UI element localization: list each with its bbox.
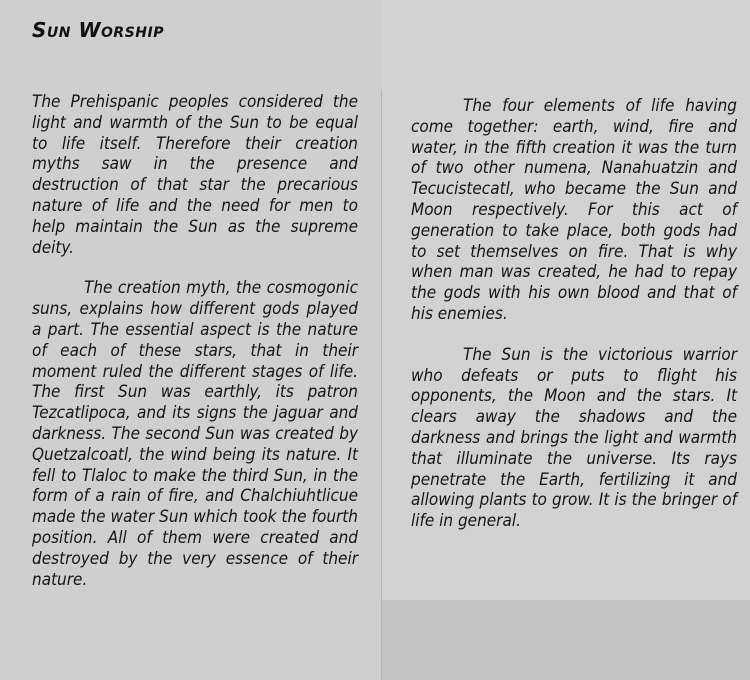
victorious-sun-paragraph: The Sun is the victorious warrior who defeats or puts to flight his opponents, the Moon and the stars. It clears away the shadows and the darkness and brings the light and warmth that illuminate the universe. Its rays penetrate the Earth, fertilizing it and allowing plants to grow. It is the bringer of life in general. [411, 344, 737, 532]
right-text-column [411, 96, 737, 532]
creation-myth-paragraph: The creation myth, the cosmogonic suns, explains how different gods played a part. The essential aspect is the nature of each of these stars, that in their moment ruled the different stages of life. The first Sun was earthly, its patron Tezcatlipoca, and its signs the jaguar and darkness. The second Sun was created by Quetzalcoatl, the wind being its nature. It fell to Tlaloc to make the third Sun, in the form of a rain of fire, and Chalchiuhtlicue made the water Sun which took the fourth position. All of them were created and destroyed by the very essence of their nature. [32, 278, 358, 590]
right-page-bottom-band [382, 600, 750, 680]
page-fold-divider [381, 90, 382, 680]
page-title: Sun Worship [32, 18, 164, 42]
fifth-creation-paragraph: The four elements of life having come together: earth, wind, fire and water, in the fifth creation it was the turn of two other numena, Nanahuatzin and Tecucistecatl, who became the Sun and Moon respectively. For this act of generation to take place, both gods had to set themselves on fire. That is why when man was created, he had to repay the gods with his own blood and that of his enemies. [411, 96, 737, 324]
left-text-column [32, 92, 358, 590]
intro-paragraph: The Prehispanic peoples considered the light and warmth of the Sun to be equal to life itself. Therefore their creation myths saw in the presence and destruction of that star the precarious nature of life and the need for men to help maintain the Sun as the supreme deity. [32, 92, 358, 258]
